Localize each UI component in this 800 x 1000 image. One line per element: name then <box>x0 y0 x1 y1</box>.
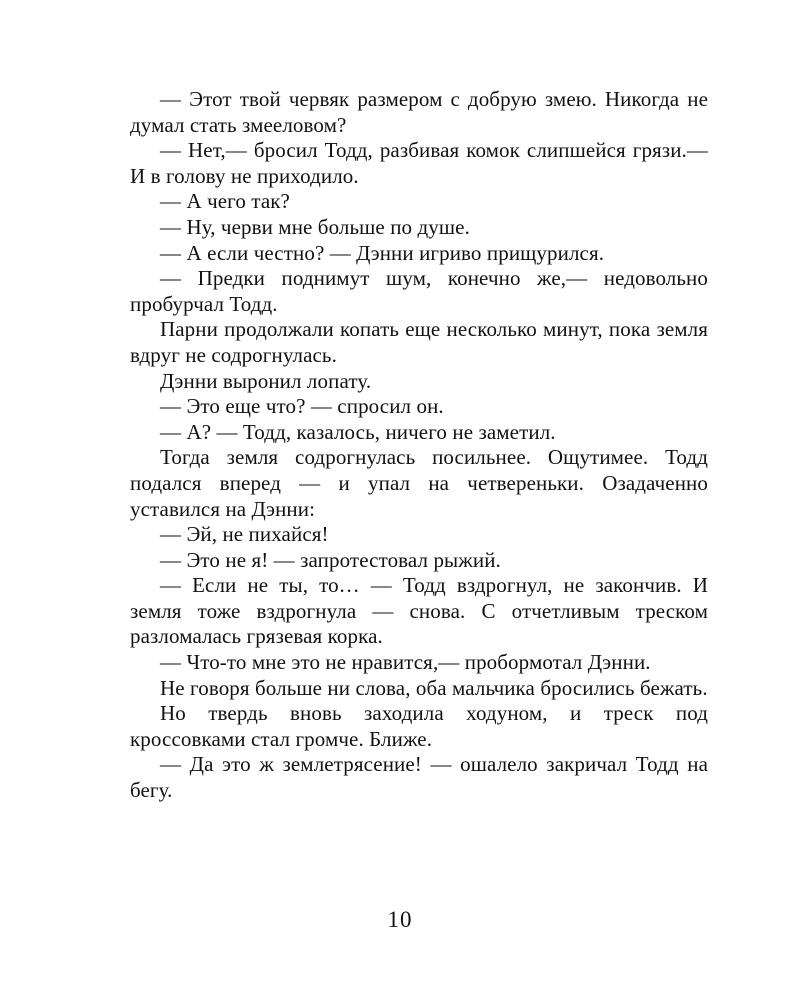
paragraph: — Что-то мне это не нравится,— пробормотал Дэнни. <box>160 650 651 675</box>
paragraph: — Это еще что? — спросил он. <box>160 394 444 419</box>
paragraph: — Да это ж землетрясение! — ошалело закричал Тодд на бегу. <box>130 752 708 803</box>
paragraph: — Это не я! — запротестовал рыжий. <box>160 547 501 572</box>
paragraph: — Этот твой червяк размером с добрую змею. Никогда не думал стать змееловом? <box>130 87 708 137</box>
paragraph: — А чего так? <box>160 189 290 214</box>
paragraph: — Нет,— бросил Тодд, разбивая комок слипшейся грязи.— И в голову не приходило. <box>130 138 708 188</box>
paragraph: — Предки поднимут шум, конечно же,— недовольно пробурчал Тодд. <box>130 266 708 316</box>
paragraph: Парни продолжали копать еще несколько минут, пока земля вдруг не содрогнулась. <box>130 317 708 367</box>
paragraph: Но твердь вновь заходила ходуном, и треск под кроссовками стал громче. Ближе. <box>130 701 708 751</box>
paragraph: — А если честно? — Дэнни игриво прищурился. <box>160 240 605 265</box>
page-body <box>130 87 708 804</box>
paragraph: — Ну, черви мне больше по душе. <box>160 214 470 239</box>
page-number: 10 <box>387 907 413 932</box>
paragraph: — Если не ты, то… — Тодд вздрогнул, не закончив. И земля тоже вздрогнула — снова. С отчетливым треском разломалась грязевая корка. <box>130 573 708 649</box>
paragraph: — А? — Тодд, казалось, ничего не заметил. <box>160 419 556 444</box>
paragraph: — Эй, не пихайся! <box>160 522 329 547</box>
paragraph: Тогда земля содрогнулась посильнее. Ощутимее. Тодд подался вперед — и упал на четвереньки. Озадаченно уставился на Дэнни: <box>130 445 708 521</box>
paragraph: Дэнни выронил лопату. <box>160 368 372 393</box>
paragraph: Не говоря больше ни слова, оба мальчика бросились бежать. <box>160 675 708 700</box>
